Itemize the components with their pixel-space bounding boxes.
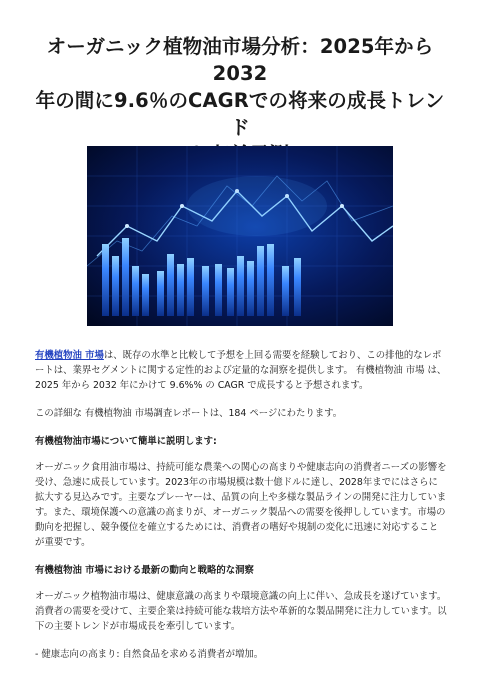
title-line-2: 年の間に9.6％のCAGRでの将来の成長トレンド: [35, 89, 445, 139]
title-line-1: オーガニック植物油市場分析：2025年から2032: [46, 35, 434, 85]
hero-image: [87, 146, 393, 326]
intro-paragraph: [35, 348, 447, 393]
intro-text: は、既存の水準と比較して予想を上回る需要を経験しており、この排他的なレポートは、業界セグメントに関する定性的および定量的な洞察を提供します。 有機植物油 市場 は、2025 年から 2032 年にかけて 9.6%% の CAGR で成長すると予想されます。: [35, 350, 447, 391]
article-body: [35, 348, 447, 662]
section-2-body: オーガニック植物油市場は、健康意識の高まりや環境意識の向上に伴い、急成長を遂げています。消費者の需要を受けて、主要企業は持続可能な栽培方法や革新的な製品開発に注力しています。以下の主要トレンドが市場成長を牽引しています。: [35, 591, 447, 632]
hero-glow: [187, 176, 327, 236]
section-2-heading: 有機植物油 市場における最新の動向と戦略的な洞察: [35, 565, 254, 576]
section-1-body: オーガニック食用油市場は、持続可能な農業への関心の高まりや健康志向の消費者ニーズの影響を受け、急速に成長しています。2023年の市場規模は数十億ドルに達し、2028年までにはさらに拡大する見込みです。主要なプレーヤーは、品質の向上や多様な製品ラインの開発に注力しています。また、環境保護への意識の高まりが、オーガニック製品への需要を後押ししています。市場の動向を把握し、競争優位を確立するためには、消費者の嗜好や規制の変化に迅速に対応することが重要です。: [35, 462, 447, 548]
market-link[interactable]: 有機植物油 市場: [35, 350, 104, 361]
section-1-heading: 有機植物油市場について簡単に説明します:: [35, 436, 217, 447]
bullet-item: - 健康志向の高まり: 自然食品を求める消費者が増加。: [35, 649, 264, 660]
report-pages-text: この詳細な 有機植物油 市場調査レポートは、184 ページにわたります。: [35, 408, 343, 419]
